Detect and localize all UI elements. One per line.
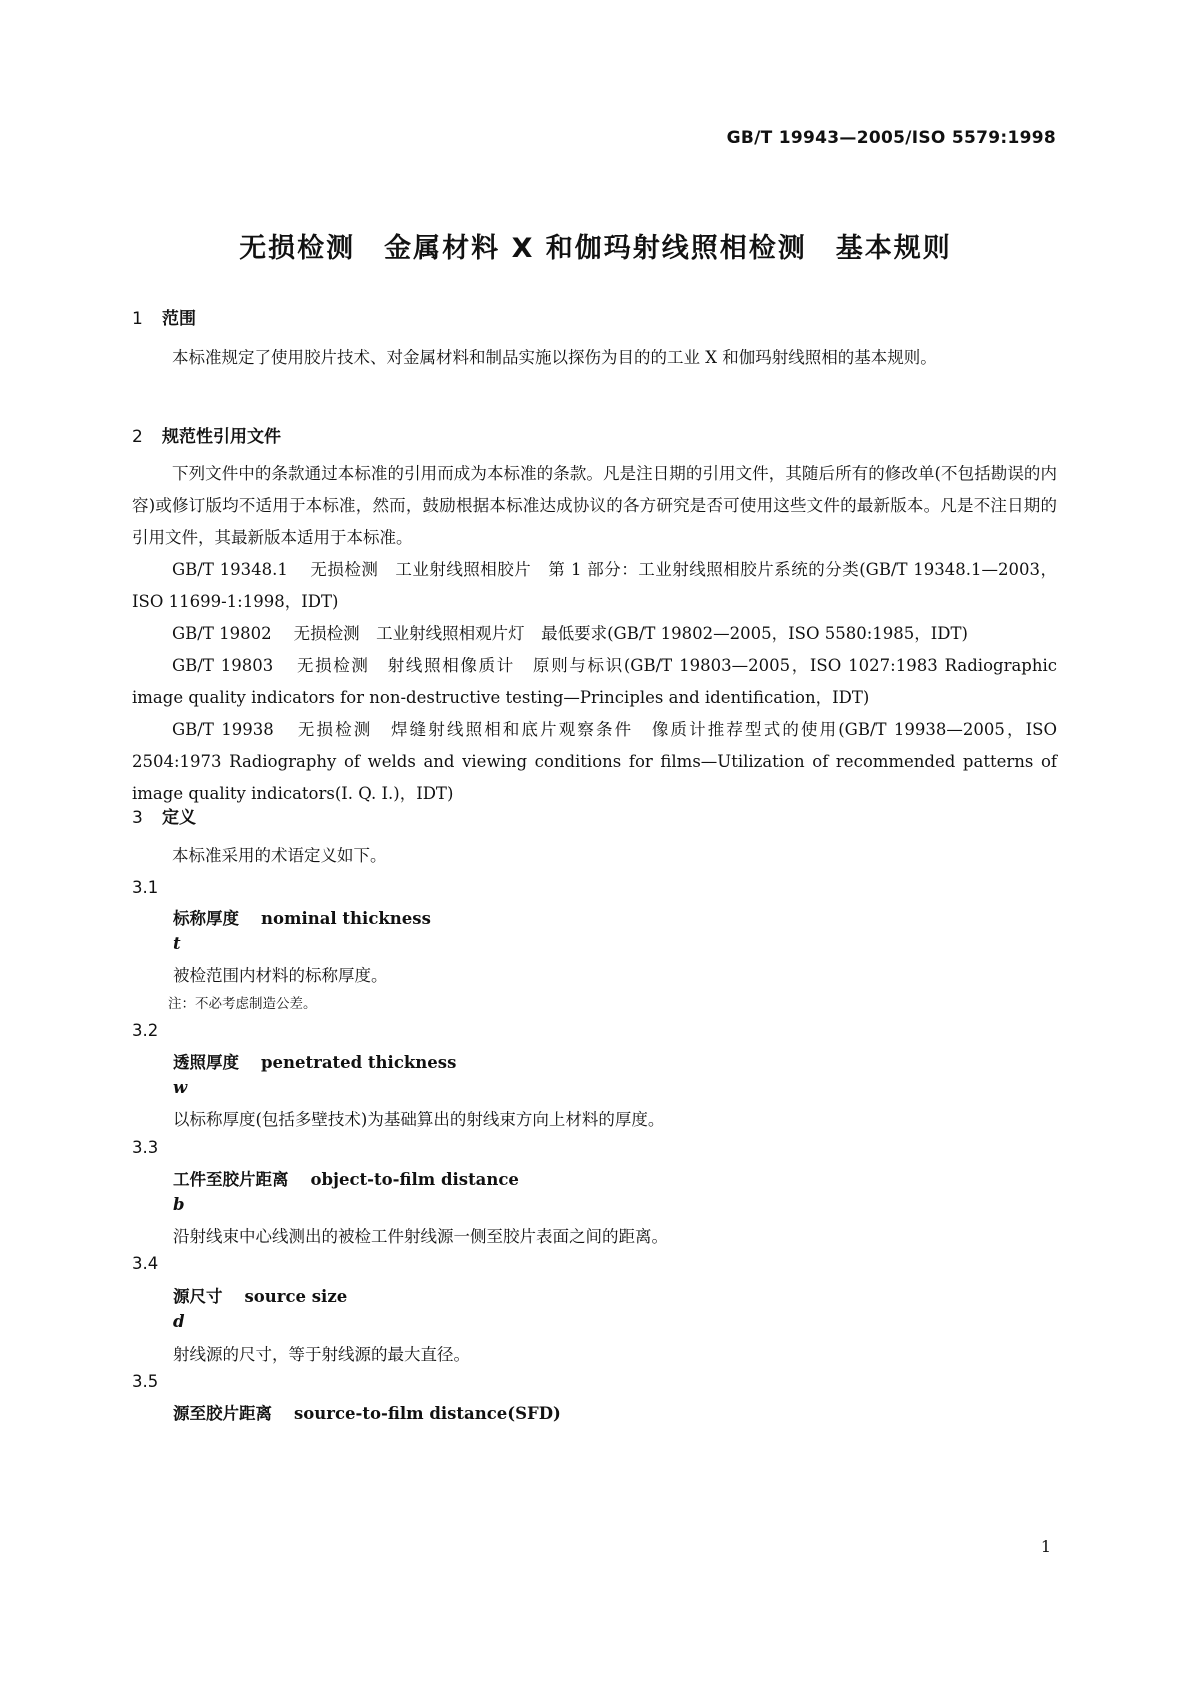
term-zh: 标称厚度 xyxy=(173,909,239,928)
definition-term xyxy=(173,905,431,929)
term-en: source size xyxy=(244,1287,348,1306)
reference-code: GB/T 19802 xyxy=(172,624,272,643)
reference-item xyxy=(132,714,1057,810)
term-symbol: t xyxy=(173,934,181,953)
term-symbol: d xyxy=(173,1312,185,1331)
section-heading-normative xyxy=(132,422,1057,447)
section-number: 1 xyxy=(132,309,143,329)
definition-number: 3.3 xyxy=(132,1138,159,1157)
term-en: source-to-film distance(SFD) xyxy=(294,1404,561,1423)
section-title: 范围 xyxy=(162,309,196,329)
normative-body xyxy=(132,458,1057,810)
definition-number: 3.2 xyxy=(132,1021,159,1040)
reference-code: GB/T 19348.1 xyxy=(172,560,288,579)
definition-text: 被检范围内材料的标称厚度。 xyxy=(173,966,388,985)
section-heading-definitions xyxy=(132,803,1057,828)
section-number: 2 xyxy=(132,427,143,447)
reference-item xyxy=(132,618,1057,650)
definition-number: 3.1 xyxy=(132,878,159,897)
term-zh: 源尺寸 xyxy=(173,1287,223,1306)
page-number: 1 xyxy=(1040,1537,1051,1556)
reference-title: 无损检测 射线照相像质计 原则与标识(GB/T 19803—2005，ISO 1027:1983 Radiographic image quality indicators for non-destructive testing—Principles and identification，IDT) xyxy=(132,656,1057,707)
term-zh: 透照厚度 xyxy=(173,1053,239,1072)
term-en: nominal thickness xyxy=(261,909,431,928)
definition-term xyxy=(173,1166,519,1190)
definition-term xyxy=(173,1283,347,1307)
term-en: penetrated thickness xyxy=(261,1053,457,1072)
definitions-intro-wrap xyxy=(132,840,1057,872)
definition-number: 3.4 xyxy=(132,1254,159,1273)
term-zh: 源至胶片距离 xyxy=(173,1404,272,1423)
definition-note: 注：不必考虑制造公差。 xyxy=(168,996,317,1012)
section-title: 定义 xyxy=(162,808,196,828)
reference-title: 无损检测 工业射线照相胶片 第 1 部分：工业射线照相胶片系统的分类(GB/T 19348.1—2003，ISO 11699-1:1998，IDT) xyxy=(132,560,1057,611)
reference-item xyxy=(132,650,1057,714)
definition-number: 3.5 xyxy=(132,1372,159,1391)
definition-text: 以标称厚度(包括多壁技术)为基础算出的射线束方向上材料的厚度。 xyxy=(173,1110,665,1129)
term-en: object-to-film distance xyxy=(310,1170,519,1189)
reference-code: GB/T 19803 xyxy=(172,656,274,675)
scope-paragraph: 本标准规定了使用胶片技术、对金属材料和制品实施以探伤为目的的工业 X 和伽玛射线照相的基本规则。 xyxy=(172,348,937,367)
document-title: 无损检测 金属材料 X 和伽玛射线照相检测 基本规则 xyxy=(239,233,952,264)
scope-body xyxy=(132,342,1057,374)
definition-term xyxy=(173,1049,456,1073)
definition-text: 射线源的尺寸，等于射线源的最大直径。 xyxy=(173,1345,470,1364)
normative-intro: 下列文件中的条款通过本标准的引用而成为本标准的条款。凡是注日期的引用文件，其随后所有的修改单(不包括勘误的内容)或修订版均不适用于本标准，然而，鼓励根据本标准达成协议的各方研究是否可使用这些文件的最新版本。凡是不注日期的引用文件，其最新版本适用于本标准。 xyxy=(132,464,1057,547)
definition-term xyxy=(173,1400,561,1424)
term-zh: 工件至胶片距离 xyxy=(173,1170,289,1189)
standard-code: GB/T 19943—2005/ISO 5579:1998 xyxy=(726,128,1056,148)
definitions-intro: 本标准采用的术语定义如下。 xyxy=(172,846,387,865)
section-heading-scope xyxy=(132,304,1057,329)
reference-title: 无损检测 焊缝射线照相和底片观察条件 像质计推荐型式的使用(GB/T 19938—2005，ISO 2504:1973 Radiography of welds and viewing conditions for films—Utilization of recommended patterns of image quality indicators(I. Q. I.)，IDT) xyxy=(132,720,1057,803)
term-symbol: w xyxy=(173,1078,188,1097)
section-number: 3 xyxy=(132,808,143,828)
term-symbol: b xyxy=(173,1195,185,1214)
reference-code: GB/T 19938 xyxy=(172,720,274,739)
reference-title: 无损检测 工业射线照相观片灯 最低要求(GB/T 19802—2005，ISO 5580:1985，IDT) xyxy=(293,624,968,643)
section-title: 规范性引用文件 xyxy=(162,427,281,447)
reference-item xyxy=(132,554,1057,618)
definition-text: 沿射线束中心线测出的被检工件射线源一侧至胶片表面之间的距离。 xyxy=(173,1227,668,1246)
